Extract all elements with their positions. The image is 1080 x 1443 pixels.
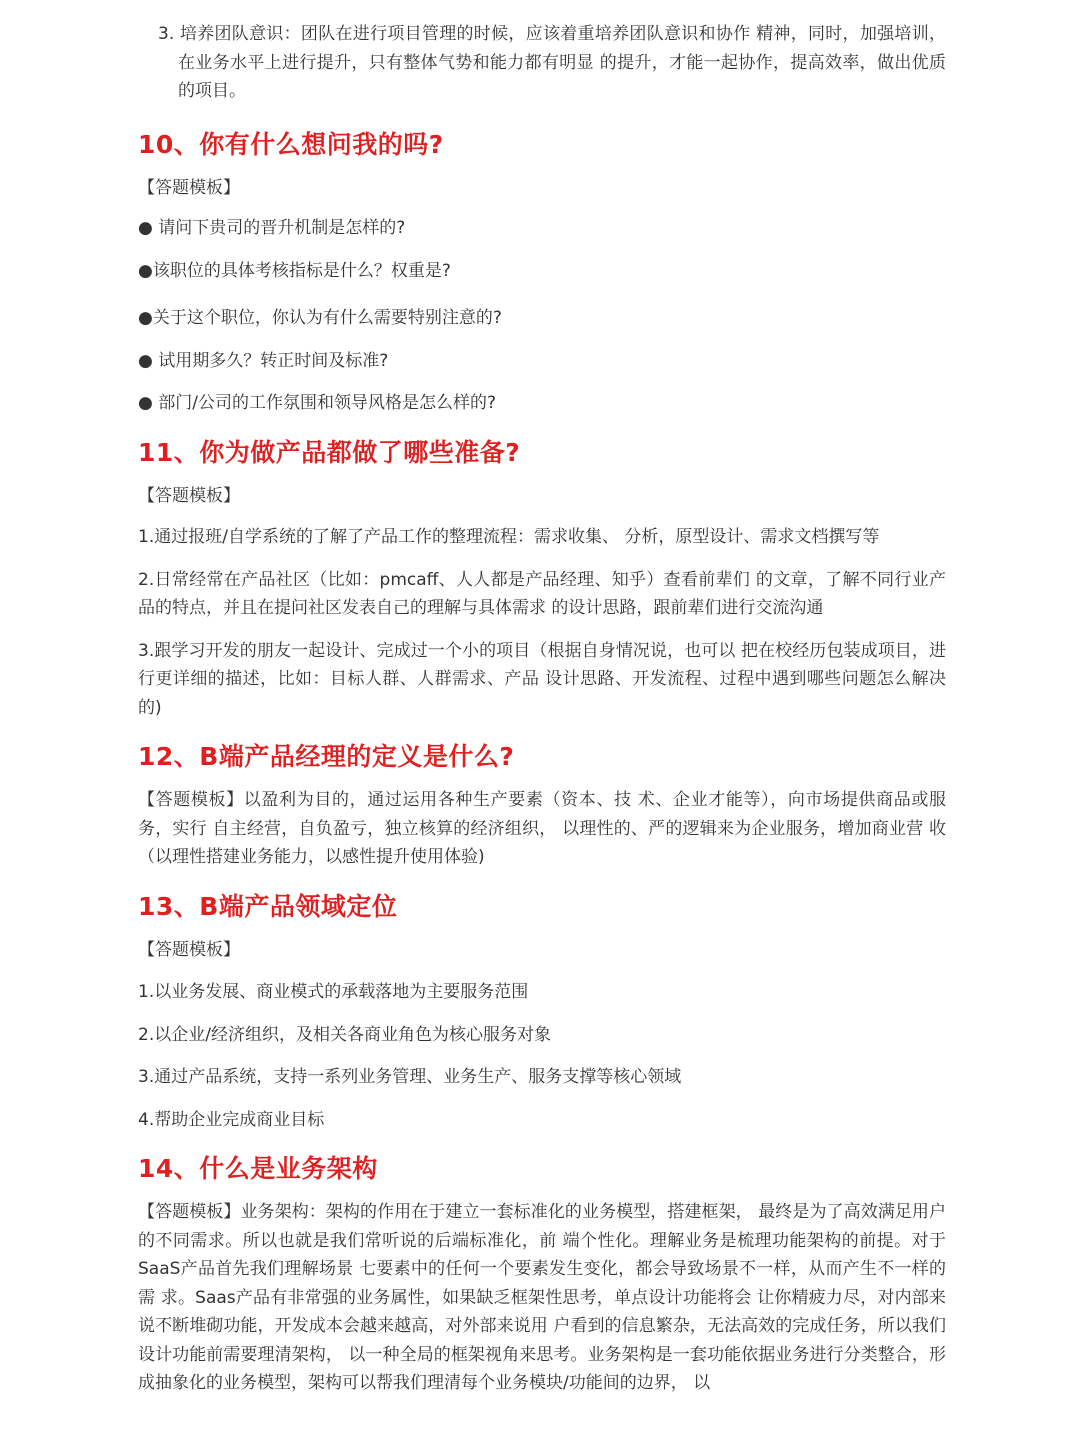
question-11-heading: 11、你为做产品都做了哪些准备?	[138, 437, 521, 467]
q13-item: 4.帮助企业完成商业目标	[138, 1109, 325, 1130]
q11-item: 1.通过报班/自学系统的了解了产品工作的整理流程：需求收集、 分析，原型设计、需求文档撰写等	[138, 527, 880, 547]
q13-item: 1.以业务发展、商业模式的承载落地为主要服务范围	[138, 982, 529, 1002]
article-content	[138, 20, 946, 1398]
q10-item: ● 部门/公司的工作氛围和领导风格是怎么样的?	[138, 393, 496, 413]
question-14-heading: 14、什么是业务架构	[138, 1154, 378, 1183]
question-13-heading: 13、B端产品领域定位	[138, 891, 398, 921]
q13-item: 2.以企业/经济组织，及相关各商业角色为核心服务对象	[138, 1024, 551, 1045]
q11-template-label: 【答题模板】	[138, 485, 240, 506]
q14-body: 【答题模板】业务架构：架构的作用在于建立一套标准化的业务模型，搭建框架， 最终是为了高效满足用户的不同需求。所以也就是我们常听说的后端标准化，前 端个性化。理解业务是梳理功能架构的前提。对于SaaS产品首先我们理解场景 七要素中的任何一个要素发生变化，都会导致场景不一样，从而产生不一样的需 求。Saas产品有非常强的业务属性，如果缺乏框架性思考，单点设计功能将会 让你精疲力尽，对内部来说不断堆砌功能，开发成本会越来越高，对外部来说用 户看到的信息繁杂，无法高效的完成任务，所以我们设计功能前需要理清架构， 以一种全局的框架视角来思考。业务架构是一套功能依据业务进行分类整合，形 成抽象化的业务模型，架构可以帮我们理清每个业务模块/功能间的边界， 以	[138, 1202, 946, 1393]
intro-list-item: 3. 培养团队意识：团队在进行项目管理的时候，应该着重培养团队意识和协作 精神，同时，加强培训，在业务水平上进行提升，只有整体气势和能力都有明显 的提升，才能一起协作，提高效率，做出优质的项目。	[158, 24, 946, 101]
q10-item: ● 试用期多久？转正时间及标准?	[138, 350, 389, 371]
q13-template-label: 【答题模板】	[138, 939, 240, 960]
q10-template-label: 【答题模板】	[138, 177, 240, 198]
q12-body: 【答题模板】以盈利为目的，通过运用各种生产要素（资本、技 术、企业才能等），向市场提供商品或服务，实行 自主经营，自负盈亏，独立核算的经济组织， 以理性的、严的逻辑来为企业服务，增加商业营 收（以理性搭建业务能力，以感性提升使用体验)	[138, 790, 946, 867]
q11-item: 2.日常经常在产品社区（比如：pmcaff、人人都是产品经理、知乎）查看前辈们 的文章，了解不同行业产品的特点，并且在提问社区发表自己的理解与具体需求 的设计思路，跟前辈们进行交流沟通	[138, 569, 946, 618]
q10-item: ●关于这个职位，你认为有什么需要特别注意的?	[138, 308, 502, 328]
q10-item: ● 请问下贵司的晋升机制是怎样的?	[138, 218, 406, 238]
q13-item: 3.通过产品系统，支持一系列业务管理、业务生产、服务支撑等核心领域	[138, 1067, 682, 1087]
question-10-heading: 10、你有什么想问我的吗?	[138, 129, 444, 159]
q10-item: ●该职位的具体考核指标是什么？权重是?	[138, 260, 451, 281]
question-12-heading: 12、B端产品经理的定义是什么?	[138, 742, 515, 771]
q11-item: 3.跟学习开发的朋友一起设计、完成过一个小的项目（根据自身情况说，也可以 把在校经历包装成项目，进行更详细的描述，比如：目标人群、人群需求、产品 设计思路、开发流程、过程中遇到哪些问题怎么解决的)	[138, 640, 946, 718]
